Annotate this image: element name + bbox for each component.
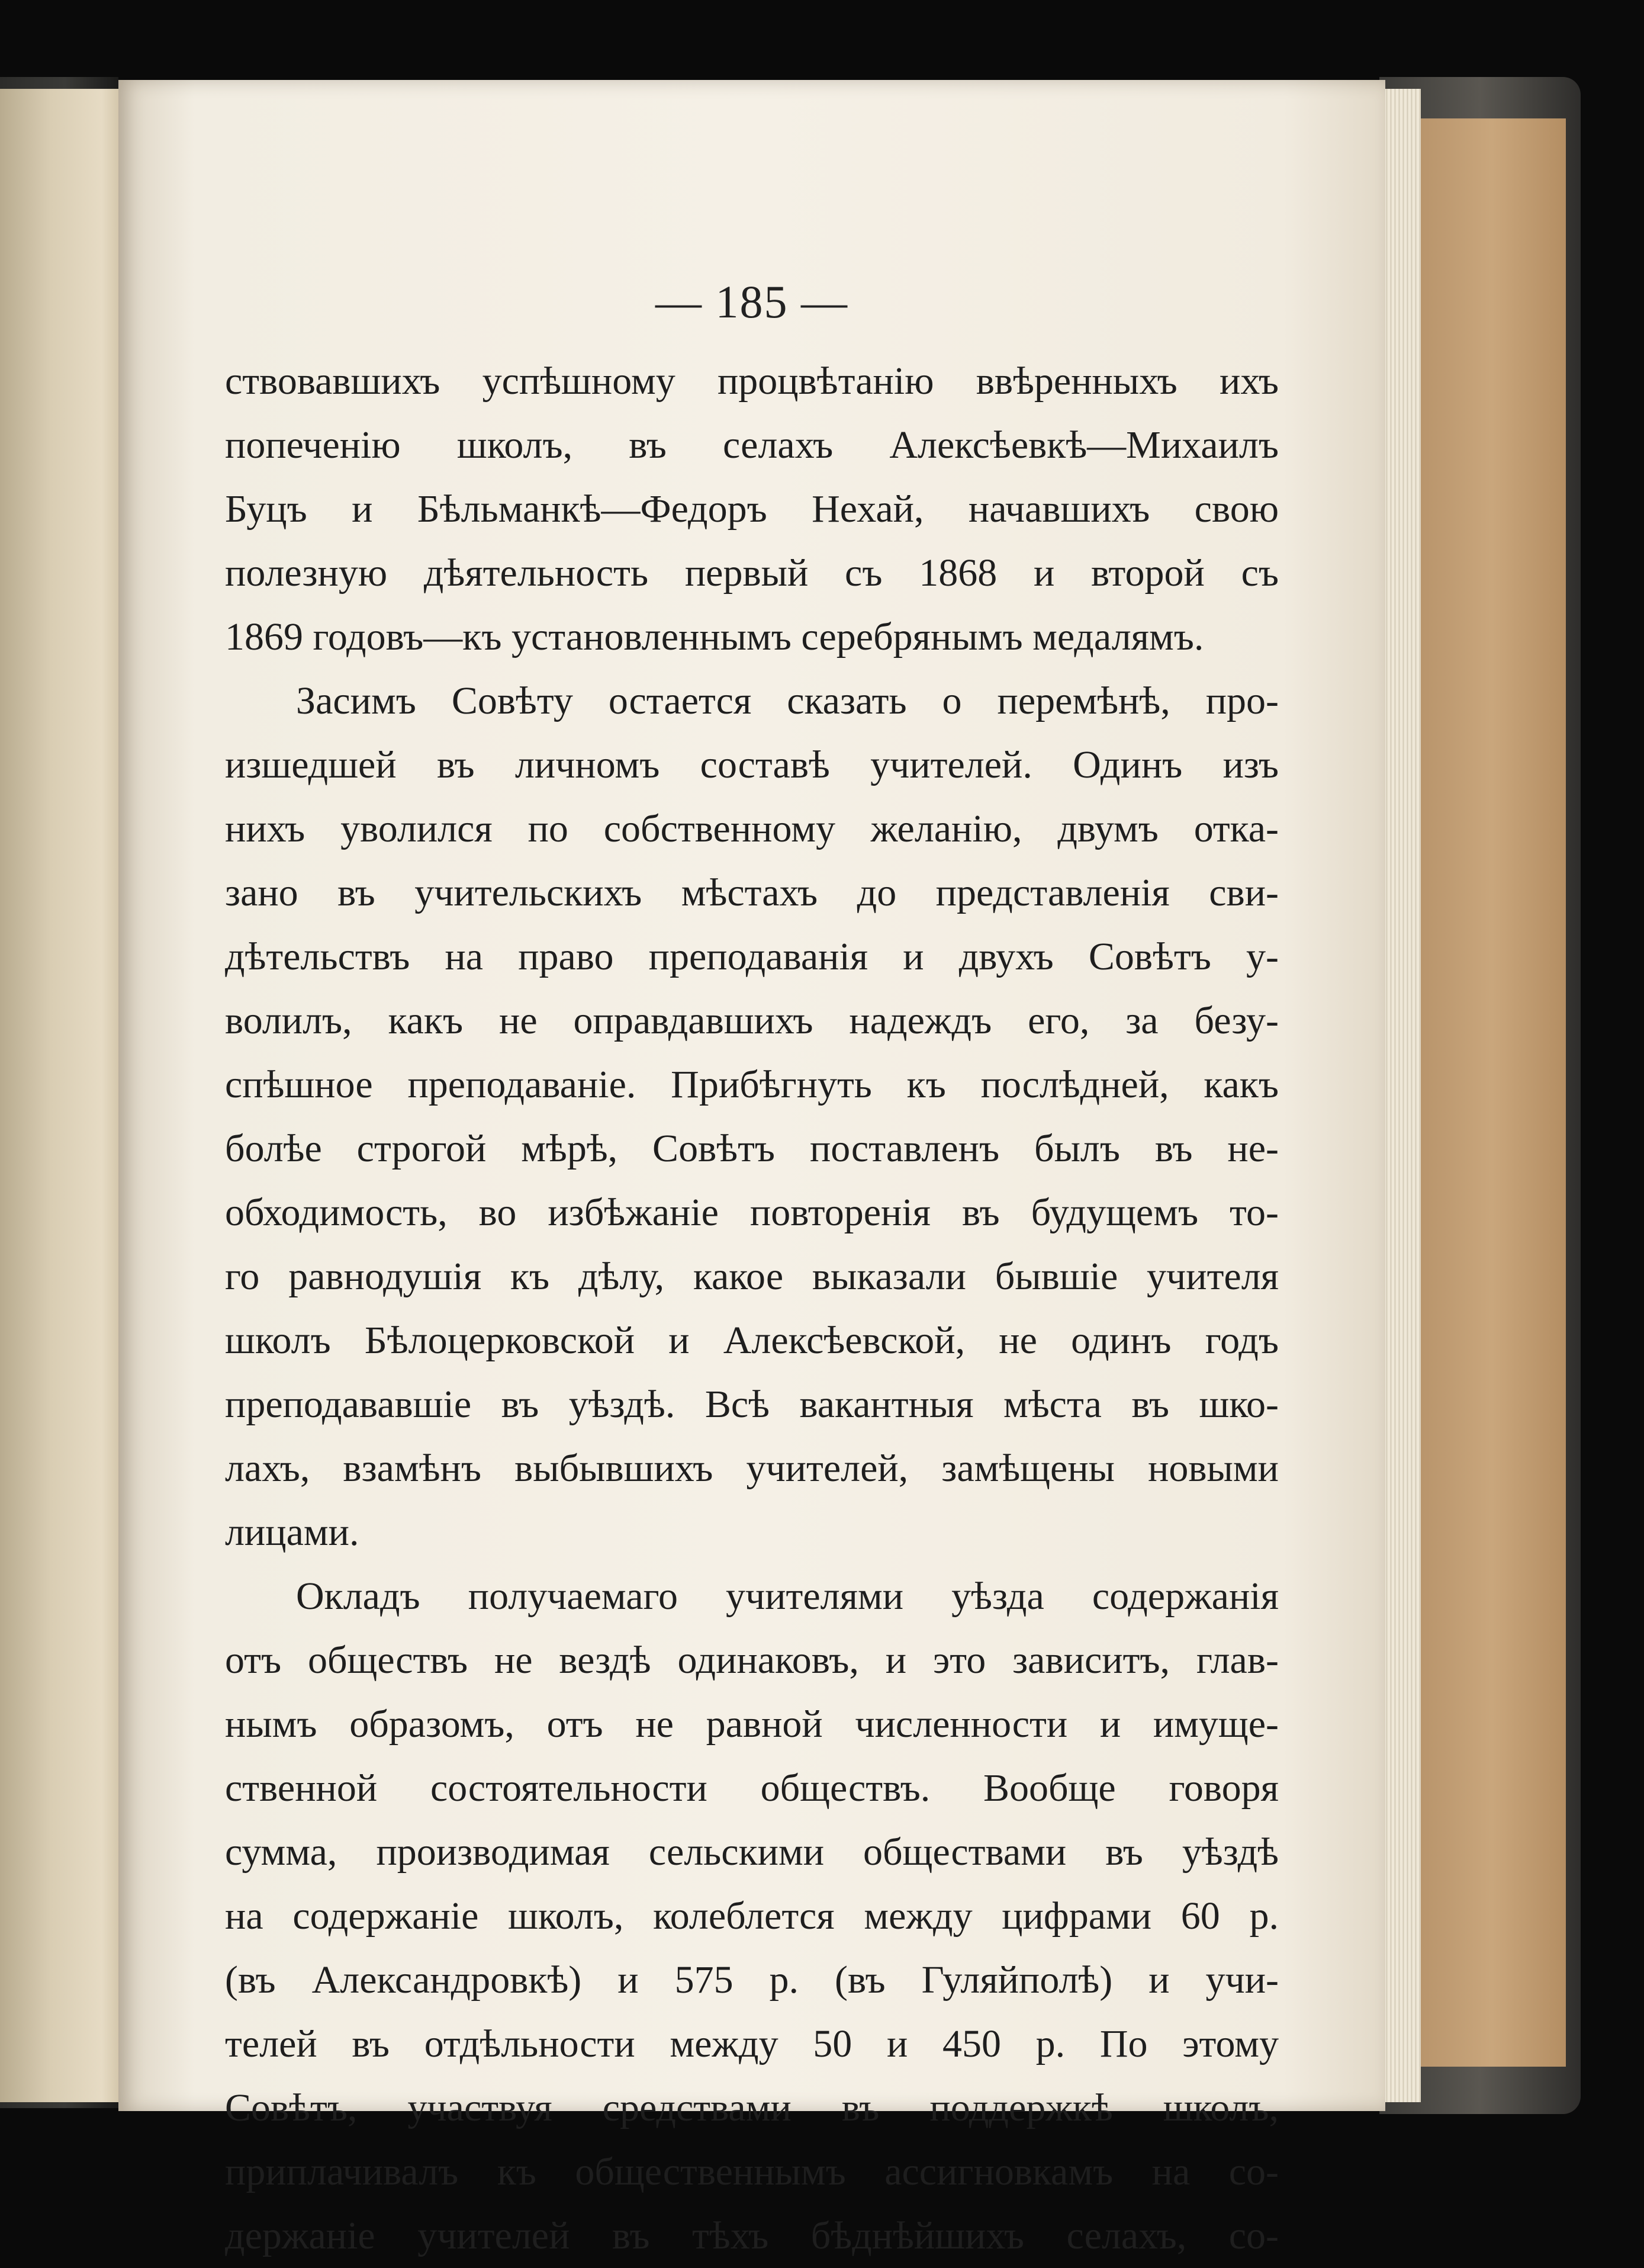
text-line: нымъ образомъ, отъ не равной численности и имуще- — [225, 1702, 1279, 1746]
paragraph-3 — [225, 1565, 1279, 2268]
text-line: нихъ уволился по собственному желанію, двумъ отка- — [225, 807, 1279, 850]
text-line: Буцъ и Бѣльманкѣ—Федоръ Нехай, начавшихъ свою — [225, 487, 1279, 531]
text-line: (въ Александровкѣ) и 575 р. (въ Гуляйполѣ) и учи- — [225, 1958, 1279, 2002]
text-line: школъ Бѣлоцерковской и Алексѣевской, не одинъ годъ — [225, 1319, 1279, 1362]
paragraph-1 — [225, 349, 1279, 669]
text-line: ственной состоятельности обществъ. Вообще говоря — [225, 1766, 1279, 1810]
body-text — [225, 349, 1279, 2268]
text-line: лахъ, взамѣнъ выбывшихъ учителей, замѣщены новыми — [225, 1447, 1279, 1490]
page-number: — 185 — — [655, 276, 848, 327]
text-line: приплачивалъ къ общественнымъ ассигновкамъ на со- — [225, 2150, 1279, 2193]
text-line: отъ обществъ не вездѣ одинаковъ, и это зависитъ, глав- — [225, 1639, 1279, 1682]
text-line: телей въ отдѣльности между 50 и 450 р. По этому — [225, 2022, 1279, 2065]
text-line: ствовавшихъ успѣшному процвѣтанію ввѣренныхъ ихъ — [225, 359, 1279, 403]
text-line: зано въ учительскихъ мѣстахъ до представленія сви- — [225, 871, 1279, 914]
text-line: Засимъ Совѣту остается сказать о перемѣнѣ, про- — [296, 679, 1279, 722]
text-line: волилъ, какъ не оправдавшихъ надеждъ его, за безу- — [225, 999, 1279, 1042]
text-line: изшедшей въ личномъ составѣ учителей. Одинъ изъ — [225, 743, 1279, 786]
text-line: го равнодушія къ дѣлу, какое выказали бывшіе учителя — [225, 1255, 1279, 1298]
text-line: обходимость, во избѣжаніе повторенія въ будущемъ то- — [225, 1191, 1279, 1234]
text-line: преподававшіе въ уѣздѣ. Всѣ вакантныя мѣста въ шко- — [225, 1383, 1279, 1426]
facing-page-edge — [0, 89, 127, 2102]
text-line: сумма, производимая сельскими обществами въ уѣздѣ — [225, 1830, 1279, 1874]
paragraph-2 — [225, 669, 1279, 1565]
text-line: спѣшное преподаваніе. Прибѣгнуть къ послѣдней, какъ — [225, 1063, 1279, 1106]
text-line: Окладъ получаемаго учителями уѣзда содержанія — [296, 1575, 1279, 1618]
text-line: полезную дѣятельность первый съ 1868 и второй съ — [225, 551, 1279, 595]
page-stack-edge — [1379, 89, 1421, 2102]
book-page — [118, 80, 1385, 2257]
text-line: на содержаніе школъ, колеблется между цифрами 60 р. — [225, 1894, 1279, 1938]
text-line: болѣе строгой мѣрѣ, Совѣтъ поставленъ былъ въ не- — [225, 1127, 1279, 1170]
text-line: 1869 годовъ—къ установленнымъ серебрянымъ медалямъ. — [225, 615, 1204, 658]
text-line: лицами. — [225, 1511, 359, 1554]
text-line: держаніе учителей въ тѣхъ бѣднѣйшихъ селахъ, со- — [225, 2214, 1279, 2257]
text-line: попеченію школъ, въ селахъ Алексѣевкѣ—Михаилъ — [225, 423, 1279, 467]
text-line: Совѣтъ, участвуя средствами въ поддержкѣ школъ, — [225, 2086, 1279, 2129]
endpaper — [1418, 118, 1566, 2067]
text-line: дѣтельствъ на право преподаванія и двухъ Совѣтъ у- — [225, 935, 1279, 978]
